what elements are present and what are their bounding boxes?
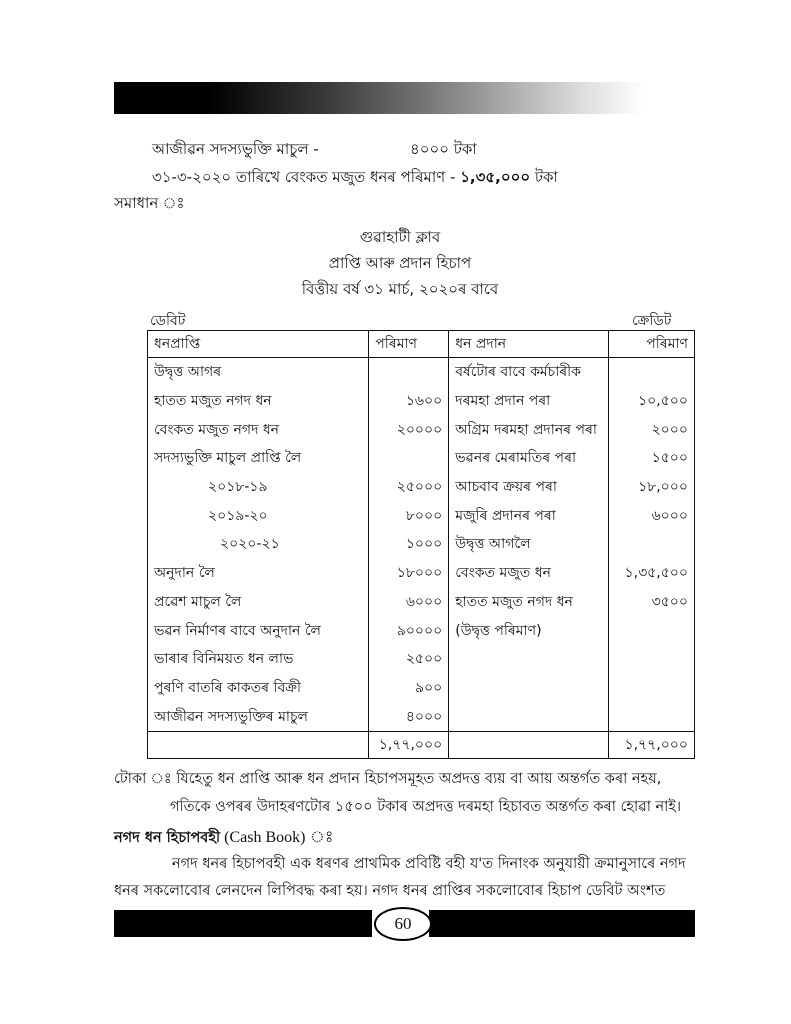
receipt-amount: ১৮০০০ [369, 559, 449, 588]
table-header-row [148, 331, 695, 358]
payment-item [449, 674, 609, 703]
payment-amount: ২০০০ [609, 415, 695, 444]
receipt-amount: ৪০০০ [369, 702, 449, 731]
bank-balance-value: ১,৩৫,০০০ [460, 168, 531, 186]
payments-amount-header: পৰিমাণ [609, 331, 695, 358]
membership-fee-value: ৪০০০ টকা [410, 140, 477, 158]
receipt-item: ২০১৮-১৯ [148, 473, 369, 502]
payment-item [449, 645, 609, 674]
table-row [148, 358, 695, 387]
cashbook-heading-bn: নগদ ধন হিচাপবহী [114, 830, 221, 846]
payment-item: উদ্বৃত্ত আগলৈ [449, 530, 609, 559]
receipt-amount [369, 444, 449, 473]
payment-item: বৰ্ষটোৰ বাবে কৰ্মচাৰীক [449, 358, 609, 387]
receipt-item: সদস্যভুক্তি মাচুল প্ৰাপ্তি লৈ [148, 444, 369, 473]
receipt-amount [369, 358, 449, 387]
table-row [148, 616, 695, 645]
payment-amount [609, 645, 695, 674]
cashbook-heading-en: (Cash Book) ঃ [220, 829, 334, 846]
receipt-item: ২০১৯-২০ [148, 501, 369, 530]
receipt-item: ভাৰাৰ বিনিময়ত ধন লাভ [148, 645, 369, 674]
payments-header: ধন প্ৰদান [449, 331, 609, 358]
payment-item: হাতত মজুত নগদ ধন [449, 588, 609, 617]
receipt-item: উদ্বৃত্ত আগৰ [148, 358, 369, 387]
receipt-item: আজীৱন সদস্যভুক্তিৰ মাচুল [148, 702, 369, 731]
cashbook-para-1: নগদ ধনৰ হিচাপবহী এক ধৰণৰ প্ৰাথমিক প্ৰবিষ্টি বহী য'ত দিনাংক অনুযায়ী ক্ৰমানুসাৰে নগদ [172, 856, 686, 872]
payment-amount [609, 530, 695, 559]
table-row [148, 501, 695, 530]
total-blank-right [449, 731, 609, 758]
receipt-amount: ৯০০ [369, 674, 449, 703]
total-payments: ১,৭৭,০০০ [609, 731, 695, 758]
payment-item: (উদ্বৃত্ত পৰিমাণ) [449, 616, 609, 645]
payment-amount [609, 358, 695, 387]
receipt-item: ২০২০-২১ [148, 530, 369, 559]
payment-item: দৰমহা প্ৰদান পৰা [449, 387, 609, 416]
payment-item: মজুৰি প্ৰদানৰ পৰা [449, 501, 609, 530]
membership-fee-label: আজীৱন সদস্যভুক্তি মাচুল - [152, 140, 319, 158]
table-row [148, 415, 695, 444]
payment-amount: ৩৫০০ [609, 588, 695, 617]
bank-balance-line [152, 166, 558, 191]
bank-balance-unit: টকা [530, 168, 558, 186]
debit-label: ডেবিট [150, 313, 186, 329]
receipts-header: ধনপ্ৰাপ্তি [148, 331, 369, 358]
page-number: 60 [374, 907, 432, 941]
payment-amount: ১৮,০০০ [609, 473, 695, 502]
total-blank-left [148, 731, 369, 758]
table-row [148, 559, 695, 588]
table-row [148, 444, 695, 473]
receipt-amount: ৮০০০ [369, 501, 449, 530]
credit-label: ক্ৰেডিট [632, 313, 672, 329]
membership-fee-line [152, 138, 477, 163]
receipt-item: বেংকত মজুত নগদ ধন [148, 415, 369, 444]
footer-bar-right [429, 910, 695, 937]
receipts-payments-table [147, 330, 695, 759]
table-row [148, 702, 695, 731]
table-row [148, 645, 695, 674]
table-row [148, 473, 695, 502]
payment-item [449, 702, 609, 731]
receipt-amount: ১৬০০ [369, 387, 449, 416]
receipt-item: হাতত মজুত নগদ ধন [148, 387, 369, 416]
cashbook-heading [114, 824, 333, 851]
solution-label: সমাধান ঃ [114, 194, 185, 212]
payment-amount: ৬০০০ [609, 501, 695, 530]
table-row [148, 387, 695, 416]
payment-amount [609, 616, 695, 645]
receipt-item: প্ৰৱেশ মাচুল লৈ [148, 588, 369, 617]
note-line-1: টোকা ঃ যিহেতু ধন প্ৰাপ্তি আৰু ধন প্ৰদান হিচাপসমূহত অপ্ৰদত্ত ব্যয় বা আয় অন্তৰ্গত কৰা নহয়, [114, 771, 662, 787]
header-gradient-bar [114, 82, 644, 114]
cashbook-para-2: ধনৰ সকলোবোৰ লেনদেন লিপিবদ্ধ কৰা হয়। নগদ ধনৰ প্ৰাপ্তিৰ সকলোবোৰ হিচাপ ডেবিট অংশত [114, 883, 666, 899]
statement-period: বিত্তীয় বৰ্ষ ৩১ মাৰ্চ, ২০২০ৰ বাবে [301, 280, 499, 298]
payment-amount: ১,৩৫,৫০০ [609, 559, 695, 588]
receipt-amount: ২৫০০০ [369, 473, 449, 502]
receipt-amount: ১০০০ [369, 530, 449, 559]
footer-bar-left [114, 910, 372, 937]
receipts-amount-header: পৰিমাণ [369, 331, 449, 358]
receipt-item: অনুদান লৈ [148, 559, 369, 588]
bank-balance-label: ৩১-৩-২০২০ তাৰিখে বেংকত মজুত ধনৰ পৰিমাণ - [152, 168, 461, 186]
receipt-amount: ২৫০০ [369, 645, 449, 674]
table-row [148, 588, 695, 617]
statement-title: প্ৰাপ্তি আৰু প্ৰদান হিচাপ [328, 254, 472, 272]
receipt-item: পুৰণি বাতৰি কাকতৰ বিক্ৰী [148, 674, 369, 703]
payment-amount: ১৫০০ [609, 444, 695, 473]
receipt-item: ভৱন নিৰ্মাণৰ বাবে অনুদান লৈ [148, 616, 369, 645]
receipt-amount: ৬০০০ [369, 588, 449, 617]
table-row [148, 674, 695, 703]
table-row [148, 530, 695, 559]
total-row [148, 731, 695, 758]
receipt-amount: ২০০০০ [369, 415, 449, 444]
payment-item: আচবাব ক্ৰয়ৰ পৰা [449, 473, 609, 502]
payment-amount: ১০,৫০০ [609, 387, 695, 416]
payment-item: ভৱনৰ মেৰামতিৰ পৰা [449, 444, 609, 473]
note-line-2: গতিকে ওপৰৰ উদাহৰণটোৰ ১৫০০ টকাৰ অপ্ৰদত্ত দৰমহা হিচাবত অন্তৰ্গত কৰা হোৱা নাই। [170, 799, 682, 815]
payment-item: বেংকত মজুত ধন [449, 559, 609, 588]
payment-amount [609, 702, 695, 731]
org-name: গুৱাহাটী ক্লাব [359, 228, 441, 246]
payment-item: অগ্ৰিম দৰমহা প্ৰদানৰ পৰা [449, 415, 609, 444]
payment-amount [609, 674, 695, 703]
receipt-amount: ৯০০০০ [369, 616, 449, 645]
total-receipts: ১,৭৭,০০০ [369, 731, 449, 758]
